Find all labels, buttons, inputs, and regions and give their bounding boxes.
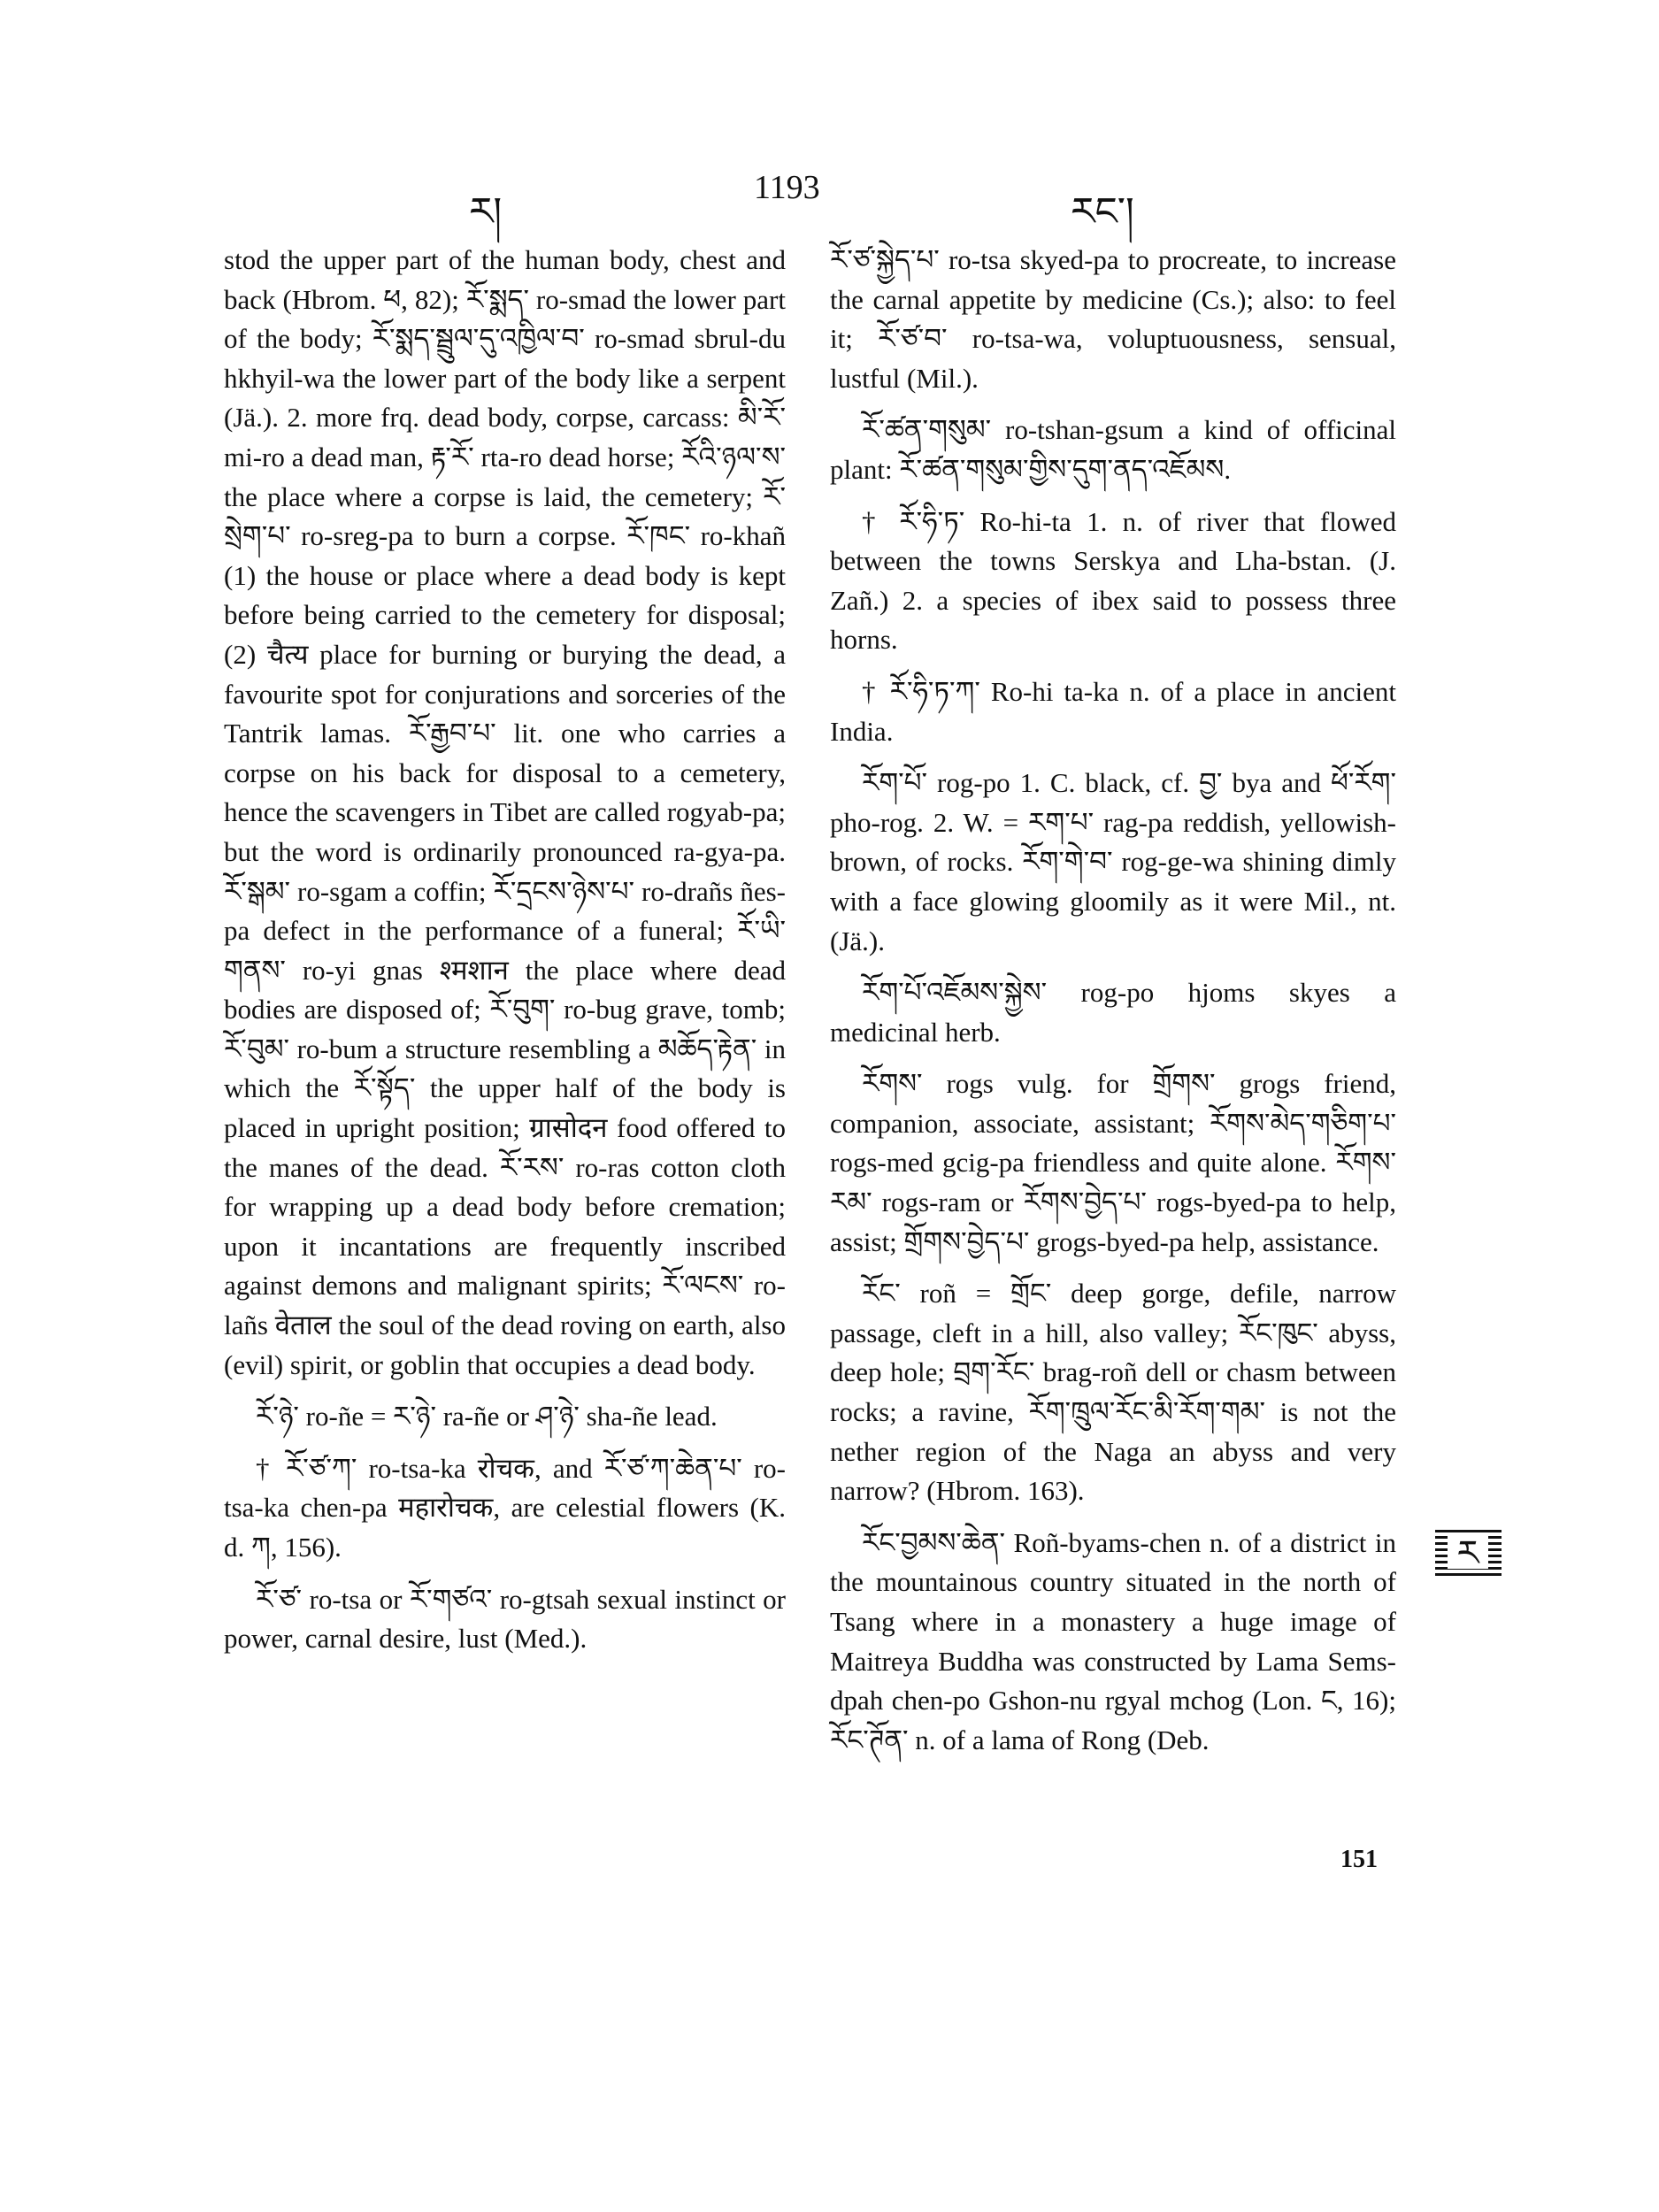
- dictionary-entry: stod the upper part of the human body, chest and back (Hbrom. ཕ, 82); རོ་སྨད་ ro-smad the lower part of the body; རོ་སྨད་སྦྲུལ་དུ་འཁྱིལ་བ་ ro-smad sbrul-du hkhyil-wa the lower part of the body like a serpent (Jä.). 2. more frq. dead body, corpse, carcass: མི་རོ་ mi-ro a dead man, རྟ་རོ་ rta-ro dead horse; རོའི་ཉལ་ས་ the place where a corpse is laid, the cemetery; རོ་སྲེག་པ་ ro-sreg-pa to burn a corpse. རོ་ཁང་ ro-khañ (1) the house or place where a dead body is kept before being carried to the cemetery for disposal; (2) चैत्य place for burning or burying the dead, a favourite spot for conjurations and sorceries of the Tantrik lamas. རོ་རྒྱབ་པ་ lit. one who carries a corpse on his back for disposal to a cemetery, hence the scavengers in Tibet are called rogyab-pa; but the word is ordinarily pronounced ra-gya-pa. རོ་སྒམ་ ro-sgam a coffin; རོ་དྲངས་ཉེས་པ་ ro-drañs ñes-pa defect in the performance of a funeral; རོ་ཡི་གནས་ ro-yi gnas श्मशान the place where dead bodies are disposed of; རོ་བུག་ ro-bug grave, tomb; རོ་བུམ་ ro-bum a structure resembling a མཆོད་རྟེན་ in which the རོ་སྟོད་ the upper half of the body is placed in upright position; ग्रासोदन food offered to the manes of the dead. རོ་རས་ ro-ras cotton cloth for wrapping up a dead body before cremation; upon it incantations are frequently inscribed against demons and malignant spirits; རོ་ལངས་ ro-lañs वेताल the soul of the dead roving on earth, also (evil) spirit, or goblin that occupies a dead body.: [224, 244, 786, 1380]
- header-left-headword: ར།: [469, 189, 503, 234]
- dictionary-entry: རོ་ཚན་གསུམ་ ro-tshan-gsum a kind of officinal plant: རོ་ཚན་གསུམ་གྱིས་དུག་ནད་འཇོམས.: [830, 414, 1396, 485]
- dictionary-entry: † རོ་ཧི་ཏ་ Ro-hi-ta 1. n. of river that flowed between the towns Serskya and Lha-bstan. (J. Zañ.) 2. a species of ibex said to possess three horns.: [830, 505, 1396, 656]
- dictionary-entry: རོ་ཉེ་ ro-ñe = ར་ཉེ་ ra-ñe or ཤ་ཉེ་ sha-ñe lead.: [256, 1401, 718, 1432]
- dictionary-entry: རོག་པོ་ rog-po 1. C. black, cf. བྱ་ bya and ཕོ་རོག་ pho-rog. 2. W. = རག་པ་ rag-pa reddish, yellowish-brown, of rocks. རོག་གེ་བ་ rog-ge-wa shining dimly with a face glowing gloomily as it were Mil., nt. (Jä.).: [830, 767, 1396, 956]
- dictionary-entry: རོང་བྱམས་ཆེན་ Roñ-byams-chen n. of a district in the mountainous country situated in the north of Tsang where in a monastery a huge image of Maitreya Buddha was constructed by Lama Sems-dpah chen-po Gshon-nu rgyal mchog (Lon. ང, 16); རོང་ཊོན་ n. of a lama of Rong (Deb.: [830, 1526, 1396, 1755]
- thumb-index-glyph: ར: [1456, 1533, 1479, 1574]
- right-column: [830, 241, 1396, 1772]
- signature-mark: 151: [1340, 1846, 1378, 1873]
- dictionary-entry: རོ་ཙ་ ro-tsa or རོ་གཙའ་ ro-gtsah sexual instinct or power, carnal desire, lust (Med.).: [224, 1583, 786, 1655]
- thumb-index-icon: [1435, 1526, 1502, 1581]
- dictionary-entry: རོག་པོ་འཇོམས་སྐྱེས་ rog-po hjoms skyes a medicinal herb.: [830, 977, 1396, 1048]
- dictionary-entry: † རོ་ཙ་ཀ་ ro-tsa-ka रोचक, and རོ་ཙ་ཀ་ཆེན་པ་ ro-tsa-ka chen-pa महारोचक, are celestial flowers (K. d. ཀ, 156).: [224, 1452, 786, 1563]
- page-header: [0, 168, 1659, 234]
- page-number: 1193: [754, 169, 820, 206]
- dictionary-entry: རོགས་ rogs vulg. for གྲོགས་ grogs friend, companion, associate, assistant; རོགས་མེད་གཅིག་པ་ rogs-med gcig-pa friendless and quite alone. རོགས་རམ་ rogs-ram or རོགས་བྱེད་པ་ rogs-byed-pa to help, assist; གྲོགས་བྱེད་པ་ grogs-byed-pa help, assistance.: [830, 1068, 1396, 1257]
- dictionary-entry: རོ་ཙ་སྐྱེད་པ་ ro-tsa skyed-pa to procreate, to increase the carnal appetite by medicine (Cs.); also: to feel it; རོ་ཙ་བ་ ro-tsa-wa, voluptuousness, sensual, lustful (Mil.).: [830, 244, 1396, 394]
- dictionary-entry: རོང་ roñ = གྲོང་ deep gorge, defile, narrow passage, cleft in a hill, also valley; རོང་ཁུང་ abyss, deep hole; བྲག་རོང་ brag-roñ dell or chasm between rocks; a ravine, རོག་ཁྲུལ་རོང་མི་རོག་གམ་ is not the nether region of the Naga an abyss and very narrow? (Hbrom. 163).: [830, 1278, 1396, 1507]
- left-column: [224, 241, 786, 1671]
- header-right-headword: རང་།: [1071, 189, 1134, 234]
- dictionary-entry: † རོ་ཧི་ཏ་ཀ་ Ro-hi ta-ka n. of a place in ancient India.: [830, 675, 1396, 747]
